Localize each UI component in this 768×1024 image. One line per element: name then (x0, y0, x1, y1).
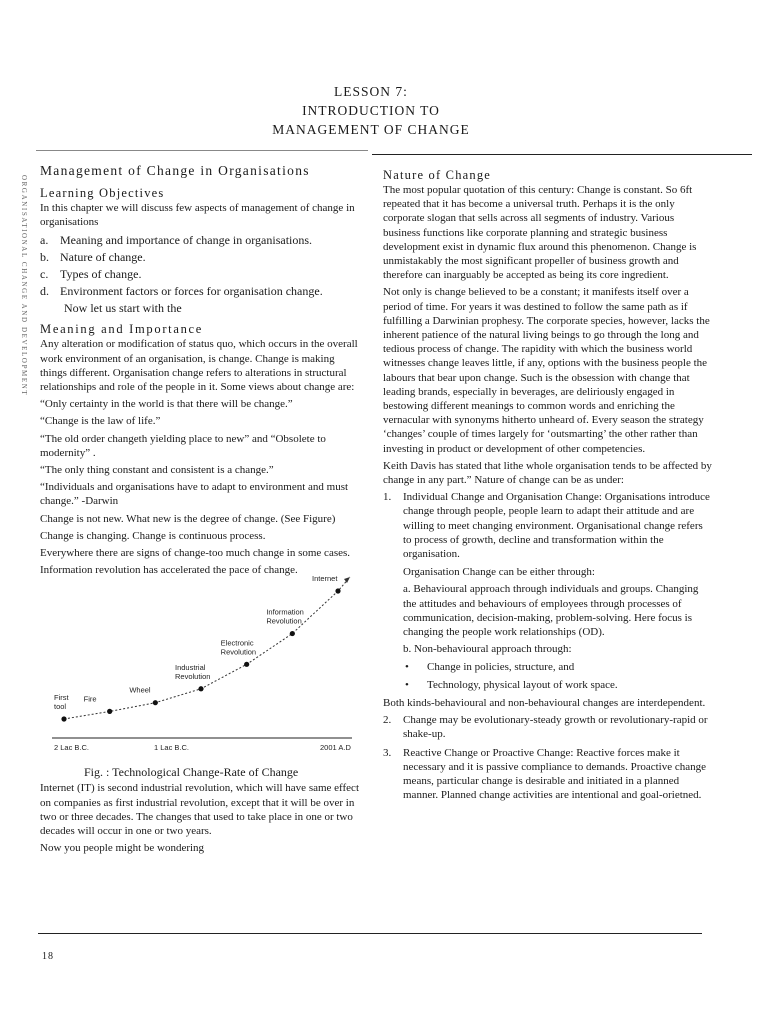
point-label: Revolution (175, 672, 211, 682)
paragraph: Not only is change believed to be a constant; it manifests itself over a period of time. For years it was destined to follow the same path as if fulfilling a Darwinian prophesy. The corporate species, however, lacks the inherent patience of the natural living beings to go through the long and tedious process of change. The rapidity with which the business world witnesses change leaves little, if any, options with the business people the labours that bear upon change. Such is the obsession with change that leading brands, especially in beverages, are deliriously engaged in bestowing different meanings to common words and enriching the vernacular with synonyms hitherto unheard of. Every season the strategy ‘changes’ couple of times largely for ‘outsmarting’ the other rather than investing in product or development of other competencies. (383, 286, 710, 455)
meaning-heading: Meaning and Importance (40, 322, 204, 337)
x-tick-label: 2001 A.D (320, 743, 351, 753)
paragraph: “Change is the law of life.” (40, 415, 161, 428)
data-point (61, 717, 66, 722)
point-label: Information (266, 608, 304, 618)
paragraph: Information revolution has accelerated the pace of change. (40, 564, 298, 577)
point-label: Revolution (266, 617, 302, 627)
footer-rule (38, 933, 702, 934)
data-point (244, 662, 249, 667)
paragraph: b. Non-behavioural approach through: (403, 643, 572, 656)
rate-of-change-chart (40, 574, 362, 765)
numbered-item: 3. Reactive Change or Proactive Change: Reactive forces make it necessary and it is passive compliance to demands. Proactive change means, particular change is desirable and initiated in a planned manner. Planned change activities are intentional and goal-orietned. (383, 746, 707, 802)
data-point (198, 687, 203, 692)
start-line: Now let us start with the (64, 301, 182, 316)
figure-caption: Fig. : Technological Change-Rate of Change (84, 765, 299, 780)
paragraph: Any alteration or modification of status quo, which occurs in the overall work environment of an organisation, is change. Change is making things different. Organisation change refers to alterations in structural relationships and role of the people in it. Some views about change are: (40, 338, 358, 394)
numbered-item: 2. Change may be evolutionary-steady growth or revolutionary-rapid or shake-up. (383, 714, 708, 741)
paragraph: Organisation Change can be either through: (403, 566, 595, 579)
x-tick-label: 2 Lac B.C. (54, 743, 90, 753)
paragraph: a. Behavioural approach through individuals and groups. Changing the attitudes and behaviours of employees through processes of communication, decision-making, problem-solving. Here focus is changing the people work relationships (OD). (403, 583, 699, 639)
numbered-item: 1. Individual Change and Organisation Change: Organisations introduce change through people, people learn to adapt their attitude and are willing to meet changing environment. Organisational change refers to process of growth, decline and transformation within the organisation. (383, 491, 710, 561)
point-label: Revolution (220, 647, 257, 657)
point-label: Electronic (220, 638, 254, 648)
data-point (107, 709, 112, 714)
objectives-list (40, 232, 362, 300)
paragraph: Change is not new. What new is the degree of change. (See Figure) (40, 512, 336, 525)
point-label: Wheel (129, 686, 151, 696)
paragraph: “Individuals and organisations have to adapt to environment and must change.” -Darwin (40, 481, 349, 508)
bullet-item: • Technology, physical layout of work space. (405, 678, 618, 691)
left-column (40, 163, 362, 858)
paragraph: The most popular quotation of this century: Change is constant. So 6ft repeated that it has become a universal truth. Perhaps it is the only corporate slogan that sells across all segments of industry. Various business functions like corporate planning and strategic business development exist in dynamic flux around this phenomenon. Change is unmistakably the most significant propeller of business growth and therefore can inarguably be accepted as being its core ingredient. (383, 184, 697, 282)
arrow-head (344, 577, 350, 583)
paragraph: Everywhere there are signs of change-too much change in some cases. (40, 547, 351, 560)
lesson-header (0, 82, 742, 139)
point-label: Internet (312, 574, 338, 584)
chart-svg (40, 574, 362, 765)
point-label: First (54, 693, 69, 703)
side-running-title: ORGANISATIONAL CHANGE AND DEVELOPMENT (20, 175, 28, 397)
data-point (335, 589, 340, 594)
left-column-rule (36, 150, 368, 151)
lesson-title-line2: MANAGEMENT OF CHANGE (272, 122, 470, 137)
paragraph: “The old order changeth yielding place to new” and “Obsolete to modernity” . (40, 432, 326, 459)
data-point (153, 701, 158, 706)
paragraph: Internet (IT) is second industrial revolution, which will have same effect on companies as first industrial revolution, except that it will be over in two or three decades. The changes that used to take place in one or two decades will occur in one or two years. (40, 782, 359, 838)
right-column (383, 167, 713, 806)
nature-heading: Nature of Change (383, 168, 492, 182)
section-title: Management of Change in Organisations (40, 163, 310, 178)
x-tick-label: 1 Lac B.C. (154, 743, 190, 753)
paragraph: “Only certainty in the world is that there will be change.” (40, 398, 293, 411)
lesson-title-line1: INTRODUCTION TO (302, 103, 440, 118)
data-point (290, 631, 295, 636)
paragraph: Change is changing. Change is continuous process. (40, 529, 266, 542)
paragraph: Now you people might be wondering (40, 842, 205, 855)
objectives-heading: Learning Objectives (40, 186, 165, 200)
list-item: b. Nature of change. (40, 250, 146, 265)
objectives-intro: In this chapter we will discuss few aspects of management of change in organisations (40, 202, 355, 229)
paragraph: “The only thing constant and consistent is a change.” (40, 464, 274, 477)
point-label: Fire (83, 694, 97, 704)
point-label: Industrial (175, 663, 206, 673)
paragraph: Keith Davis has stated that lithe whole organisation tends to be affected by change in any part.” Nature of change can be as under: (383, 459, 712, 487)
series-line (64, 577, 350, 719)
bullet-item: • Change in policies, structure, and (405, 660, 575, 673)
list-item: d. Environment factors or forces for organisation change. (40, 284, 323, 299)
list-item: c. Types of change. (40, 267, 142, 282)
lesson-number: LESSON 7: (334, 84, 408, 99)
paragraph: Both kinds-behavioural and non-behavioural changes are interdependent. (383, 696, 706, 709)
point-label: tool (54, 702, 67, 712)
page-number: 18 (42, 951, 54, 962)
list-item: a. Meaning and importance of change in organisations. (40, 233, 313, 248)
sub-block (383, 565, 713, 656)
header-rule (372, 154, 752, 155)
